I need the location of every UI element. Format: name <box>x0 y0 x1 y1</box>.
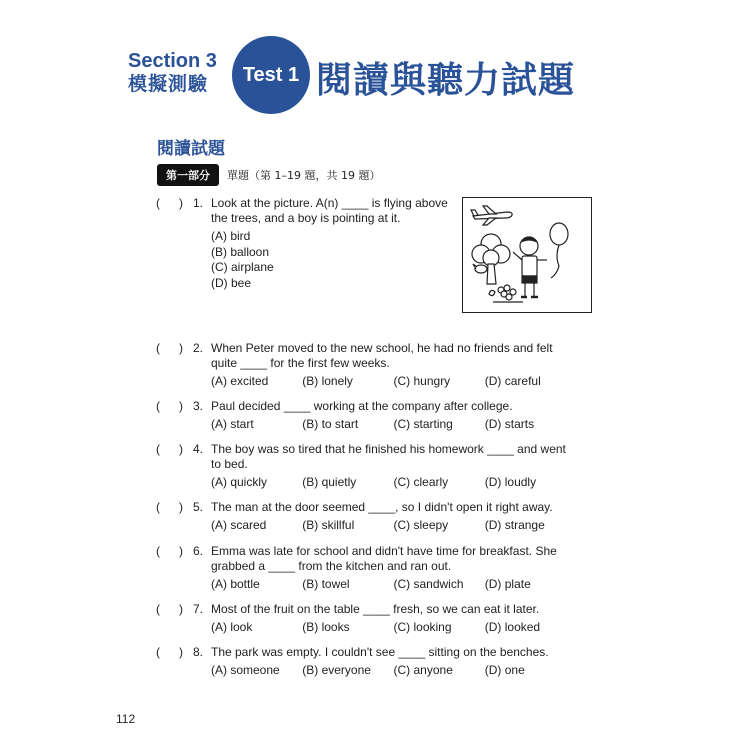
option-c: (C) anyone <box>393 663 453 677</box>
question-7 <box>156 602 576 635</box>
option-a: (A) excited <box>211 374 269 388</box>
question-options <box>211 620 576 635</box>
answer-paren-left[interactable]: ( <box>156 544 160 558</box>
option-a: (A) scared <box>211 518 267 532</box>
answer-paren-right: ) <box>179 645 183 659</box>
option-b: (B) to start <box>302 417 359 431</box>
test-badge: Test 1 <box>232 36 310 114</box>
option-d: (D) one <box>484 663 525 677</box>
question-text: The man at the door seemed ____, so I didn't open it right away. <box>211 500 553 514</box>
section-header <box>128 50 217 96</box>
option-c: (C) sleepy <box>393 518 449 532</box>
question-1 <box>156 196 456 291</box>
option-c: (C) sandwich <box>393 577 464 591</box>
page-number: 112 <box>116 712 136 726</box>
question-options <box>211 518 576 533</box>
option-c: (C) looking <box>393 620 452 634</box>
question-text: The park was empty. I couldn't see ____ sitting on the benches. <box>211 645 549 659</box>
park-scene-illustration <box>463 198 590 311</box>
option-a: (A) bottle <box>211 577 260 591</box>
answer-paren-left[interactable]: ( <box>156 399 160 413</box>
question-3 <box>156 399 576 432</box>
option-a: (A) bird <box>211 229 251 243</box>
option-c: (C) clearly <box>393 475 449 489</box>
balloon-icon <box>550 223 568 278</box>
question-text: Look at the picture. A(n) ____ is flying above the trees, and a boy is pointing at it. <box>211 196 448 225</box>
airplane-icon <box>471 206 512 225</box>
question-number: 2. <box>193 341 204 355</box>
reading-section-title: 閱讀試題 <box>157 139 225 159</box>
question-number: 5. <box>193 500 204 514</box>
section-label: Section 3 <box>128 50 217 72</box>
answer-paren-left[interactable]: ( <box>156 602 160 616</box>
option-a: (A) start <box>211 417 254 431</box>
option-b: (B) quietly <box>302 475 357 489</box>
option-d: (D) starts <box>484 417 535 431</box>
option-b: (B) looks <box>302 620 350 634</box>
boy-icon <box>513 237 547 297</box>
question-number: 8. <box>193 645 204 659</box>
question-text: Emma was late for school and didn't have time for breakfast. She grabbed a ____ from the kitchen and ran out. <box>211 544 557 573</box>
part-description: 單題（第 1–19 題，共 19 題） <box>227 169 381 182</box>
answer-paren-right: ) <box>179 602 183 616</box>
option-c: (C) starting <box>393 417 453 431</box>
part-header <box>157 164 380 186</box>
option-b: (B) skillful <box>302 518 355 532</box>
answer-paren-right: ) <box>179 399 183 413</box>
question-options <box>211 577 576 592</box>
answer-paren-right: ) <box>179 341 183 355</box>
question-8 <box>156 645 576 678</box>
question-options <box>211 229 456 291</box>
option-b: (B) towel <box>302 577 350 591</box>
option-d: (D) careful <box>484 374 541 388</box>
question-options <box>211 475 576 490</box>
part-badge: 第一部分 <box>157 164 219 186</box>
question-options <box>211 417 576 432</box>
page-title: 閱讀與聽力試題 <box>316 60 576 101</box>
answer-paren-right: ) <box>179 442 183 456</box>
option-a: (A) look <box>211 620 253 634</box>
option-b: (B) lonely <box>302 374 353 388</box>
answer-paren-right: ) <box>179 500 183 514</box>
question-text: Paul decided ____ working at the company after college. <box>211 399 513 413</box>
question-number: 4. <box>193 442 204 456</box>
tree-icon <box>472 234 510 284</box>
question-number: 1. <box>193 196 204 210</box>
question-4 <box>156 442 576 490</box>
question-text: The boy was so tired that he finished his homework ____ and went to bed. <box>211 442 566 471</box>
question-number: 7. <box>193 602 204 616</box>
option-d: (D) loudly <box>484 475 537 489</box>
question-number: 3. <box>193 399 204 413</box>
question-options <box>211 663 576 678</box>
question-text: Most of the fruit on the table ____ fresh, so we can eat it later. <box>211 602 540 616</box>
section-subtitle: 模擬測驗 <box>128 73 209 95</box>
question-text: When Peter moved to the new school, he had no friends and felt quite ____ for the first few weeks. <box>211 341 553 370</box>
answer-paren-left[interactable]: ( <box>156 645 160 659</box>
answer-paren-left[interactable]: ( <box>156 196 160 210</box>
option-a: (A) someone <box>211 663 280 677</box>
bird-icon <box>473 264 487 273</box>
question-2 <box>156 341 576 389</box>
option-a: (A) quickly <box>211 475 268 489</box>
answer-paren-left[interactable]: ( <box>156 341 160 355</box>
question-6 <box>156 544 576 592</box>
answer-paren-right: ) <box>179 196 183 210</box>
question-5 <box>156 500 576 533</box>
question-options <box>211 374 576 389</box>
question-number: 6. <box>193 544 204 558</box>
option-c: (C) airplane <box>211 260 274 274</box>
option-d: (D) strange <box>484 518 545 532</box>
option-d: (D) bee <box>211 275 252 290</box>
answer-paren-left[interactable]: ( <box>156 500 160 514</box>
flowers-icon <box>489 285 523 302</box>
answer-paren-left[interactable]: ( <box>156 442 160 456</box>
option-c: (C) hungry <box>393 374 451 388</box>
option-b: (B) balloon <box>211 244 270 259</box>
question-1-picture <box>462 197 592 313</box>
option-d: (D) plate <box>484 577 531 591</box>
option-b: (B) everyone <box>302 663 371 677</box>
option-d: (D) looked <box>484 620 541 634</box>
answer-paren-right: ) <box>179 544 183 558</box>
